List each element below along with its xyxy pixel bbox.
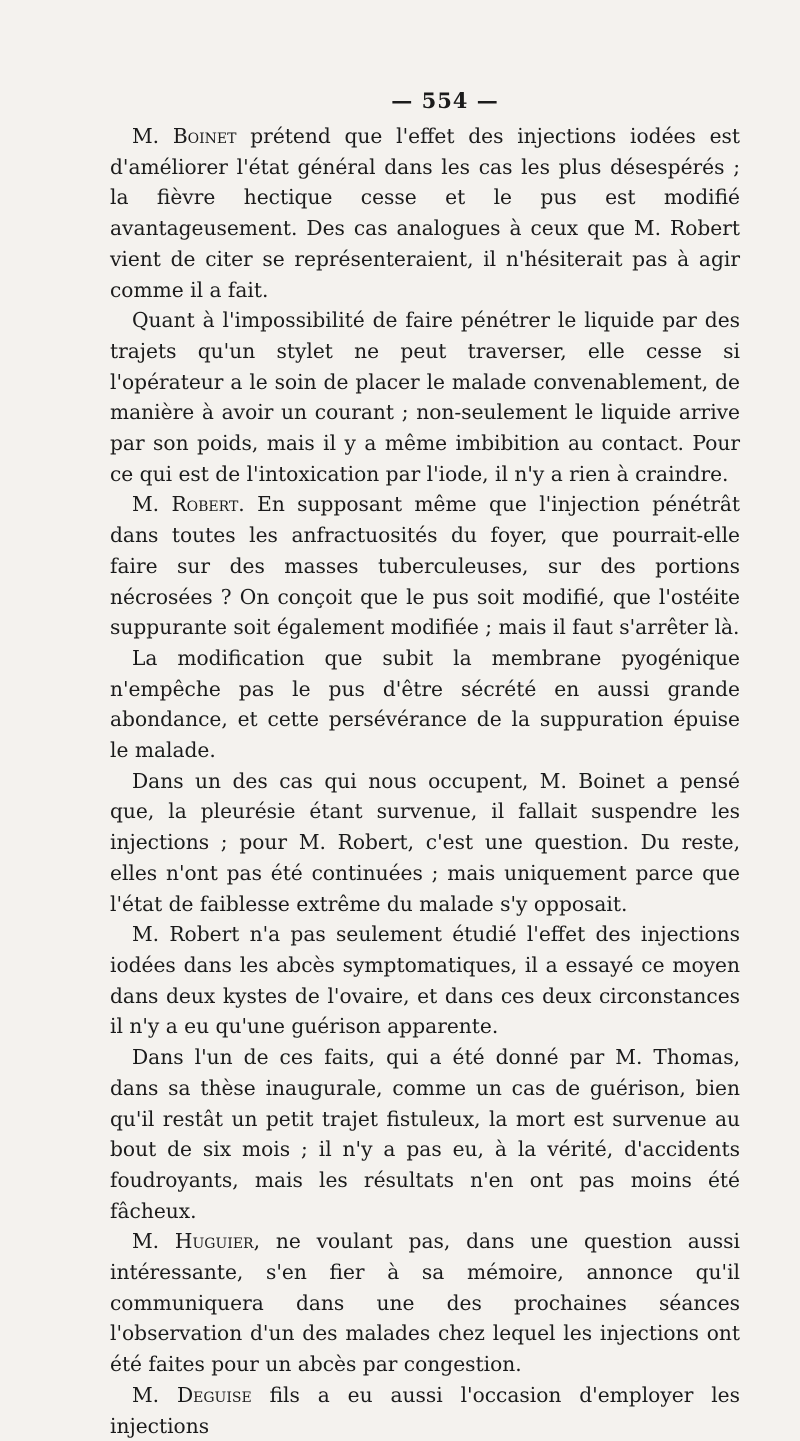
speaker-name: Deguise [176, 1382, 252, 1407]
paragraph-text: Quant à l'impossibilité de faire pénétrer le liquide par des trajets qu'un stylet ne peut traverser, elle cesse si l'opérateur a le soin de placer le malade convenablement, de manière à avoir un courant ; non-seulement le liquide arrive par son poids, mais il y a même imbibition au contact. Pour ce qui est de l'intoxication par l'iode, il n'y a rien à craindre. [110, 308, 740, 486]
page-number: — 554 — [391, 88, 499, 113]
speaker-prefix: M. [132, 124, 173, 148]
speaker-prefix: M. [132, 1229, 175, 1254]
speaker-name: Huguier [174, 1229, 254, 1254]
paragraph-robert [110, 489, 740, 643]
paragraph-text: , ne voulant pas, dans une question aussi intéressante, s'en fier à sa mémoire, annonce qu'il communiquera dans une des prochaines séances l'observation d'un des malades chez lequel les injections ont été faites pour un abcès par congestion. [110, 1229, 740, 1377]
speaker-prefix: M. [132, 492, 172, 517]
speaker-name: Boinet [172, 124, 237, 148]
paragraph-text: M. Robert n'a pas seulement étudié l'effet des injections iodées dans les abcès symptomatiques, il a essayé ce moyen dans deux kystes de l'ovaire, et dans ces deux circonstances il n'y a eu qu'une guérison apparente. [110, 922, 740, 1039]
paragraph-text: . En supposant même que l'injection pénétrât dans toutes les anfractuosités du foyer, que pourrait-elle faire sur des masses tuberculeuses, sur des portions nécrosées ? On conçoit que le pus soit modifié, que l'ostéite suppurante soit également modifiée ; mais il faut s'arrêter là. [110, 492, 740, 640]
paragraph-deguise [110, 1380, 740, 1441]
paragraph-text: prétend que l'effet des injections iodées est d'améliorer l'état général dans les cas les plus désespérés ; la fièvre hectique cesse et le pus est modifié avantageusement. Des cas analogues à ceux que M. Robert vient de citer se représenteraient, il n'hésiterait pas à agir comme il a fait. [110, 124, 740, 302]
paragraph-text: Dans l'un de ces faits, qui a été donné par M. Thomas, dans sa thèse inaugurale, comme un cas de guérison, bien qu'il restât un petit trajet fistuleux, la mort est survenue au bout de six mois ; il n'y a pas eu, à la vérité, d'accidents foudroyants, mais les résultats n'en ont pas moins été fâcheux. [110, 1045, 740, 1223]
paragraph-text: fils a eu aussi l'occasion d'employer les injections [110, 1382, 740, 1438]
speaker-prefix: M. [132, 1382, 177, 1407]
speaker-name: Robert [171, 492, 239, 517]
paragraph-huguier [110, 1226, 740, 1380]
paragraph-boinet [110, 121, 740, 305]
paragraph-text: Dans un des cas qui nous occupent, M. Boinet a pensé que, la pleurésie étant survenue, il fallait suspendre les injections ; pour M. Robert, c'est une question. Du reste, elles n'ont pas été continuées ; mais uniquement parce que l'état de faiblesse extrême du malade s'y opposait. [110, 768, 740, 916]
paragraph-text: La modification que subit la membrane pyogénique n'empêche pas le pus d'être sécrété en aussi grande abondance, et cette persévérance de la suppuration épuise le malade. [110, 645, 740, 763]
